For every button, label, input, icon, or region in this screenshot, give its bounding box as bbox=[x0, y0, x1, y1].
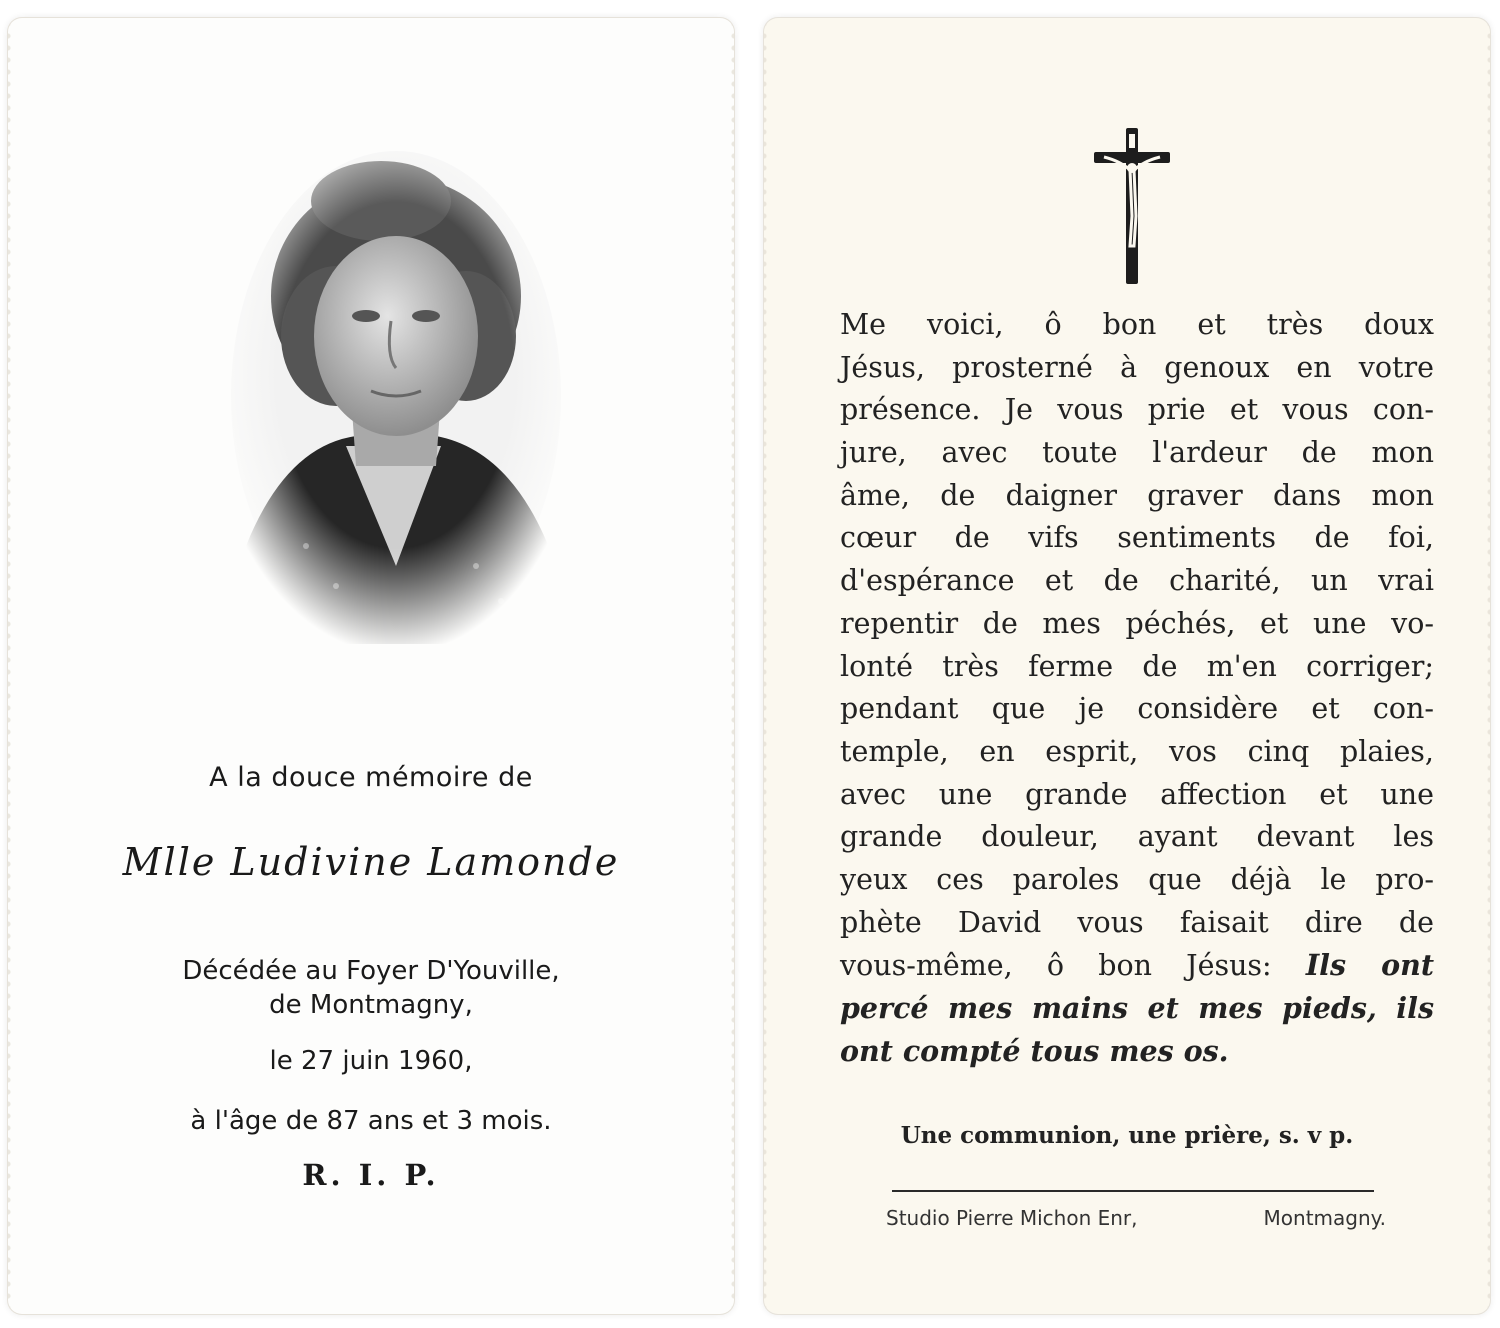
deceased-name: Mlle Ludivine Lamonde bbox=[122, 840, 620, 884]
prayer-line: lonté très ferme de m'en corriger; bbox=[840, 649, 1434, 683]
prayer-line: grande douleur, ayant devant les bbox=[840, 820, 1434, 854]
prayer-line-italic-part: Ils ont bbox=[1305, 948, 1434, 983]
prayer-line: temple, en esprit, vos cinq plaies, bbox=[840, 734, 1434, 768]
prayer-line: Me voici, ô bon et très doux bbox=[840, 308, 1434, 341]
prayer-line: phète David vous faisait dire de bbox=[840, 905, 1434, 939]
prayer-text bbox=[840, 304, 1434, 1072]
prayer-line: avec une grande affection et une bbox=[840, 777, 1434, 811]
memorial-line: A la douce mémoire de bbox=[209, 762, 533, 793]
prayer-line: yeux ces paroles que déjà le pro- bbox=[840, 862, 1434, 896]
prayer-italic-line: percé mes mains et mes pieds, ils bbox=[840, 991, 1434, 1025]
prayer-line: Jésus, prosterné à genoux en votre bbox=[840, 350, 1434, 384]
crucifix-icon bbox=[1092, 126, 1172, 286]
prayer-line: d'espérance et de charité, un vrai bbox=[840, 564, 1434, 598]
prayer-line: âme, de daigner graver dans mon bbox=[840, 478, 1434, 512]
deceased-place-line-2: de Montmagny, bbox=[269, 990, 473, 1020]
death-date: le 27 juin 1960, bbox=[269, 1046, 473, 1076]
prayer-request: Une communion, une prière, s. v p. bbox=[900, 1122, 1354, 1149]
prayer-line: repentir de mes péchés, et une vo- bbox=[840, 606, 1434, 640]
prayer-line: présence. Je vous prie et vous con- bbox=[840, 393, 1434, 427]
divider bbox=[892, 1190, 1374, 1192]
studio-city: Montmagny. bbox=[1263, 1206, 1386, 1230]
memorial-card-front bbox=[8, 18, 734, 1314]
prayer-line: cœur de vifs sentiments de foi, bbox=[840, 521, 1434, 555]
age-at-death: à l'âge de 87 ans et 3 mois. bbox=[190, 1106, 552, 1136]
studio-name: Studio Pierre Michon Enr, bbox=[886, 1206, 1138, 1230]
rip-text: R. I. P. bbox=[302, 1158, 440, 1192]
prayer-line-mixed bbox=[840, 944, 1434, 987]
prayer-line: pendant que je considère et con- bbox=[840, 692, 1434, 726]
portrait-photo bbox=[226, 146, 566, 644]
deceased-place-line-1: Décédée au Foyer D'Youville, bbox=[182, 956, 560, 986]
prayer-italic-line: ont compté tous mes os. bbox=[840, 1033, 1229, 1068]
memorial-card-back bbox=[764, 18, 1490, 1314]
studio-credit bbox=[886, 1206, 1386, 1230]
prayer-line-plain-part: vous-même, ô bon Jésus: bbox=[840, 949, 1306, 983]
prayer-line: jure, avec toute l'ardeur de mon bbox=[840, 436, 1434, 470]
